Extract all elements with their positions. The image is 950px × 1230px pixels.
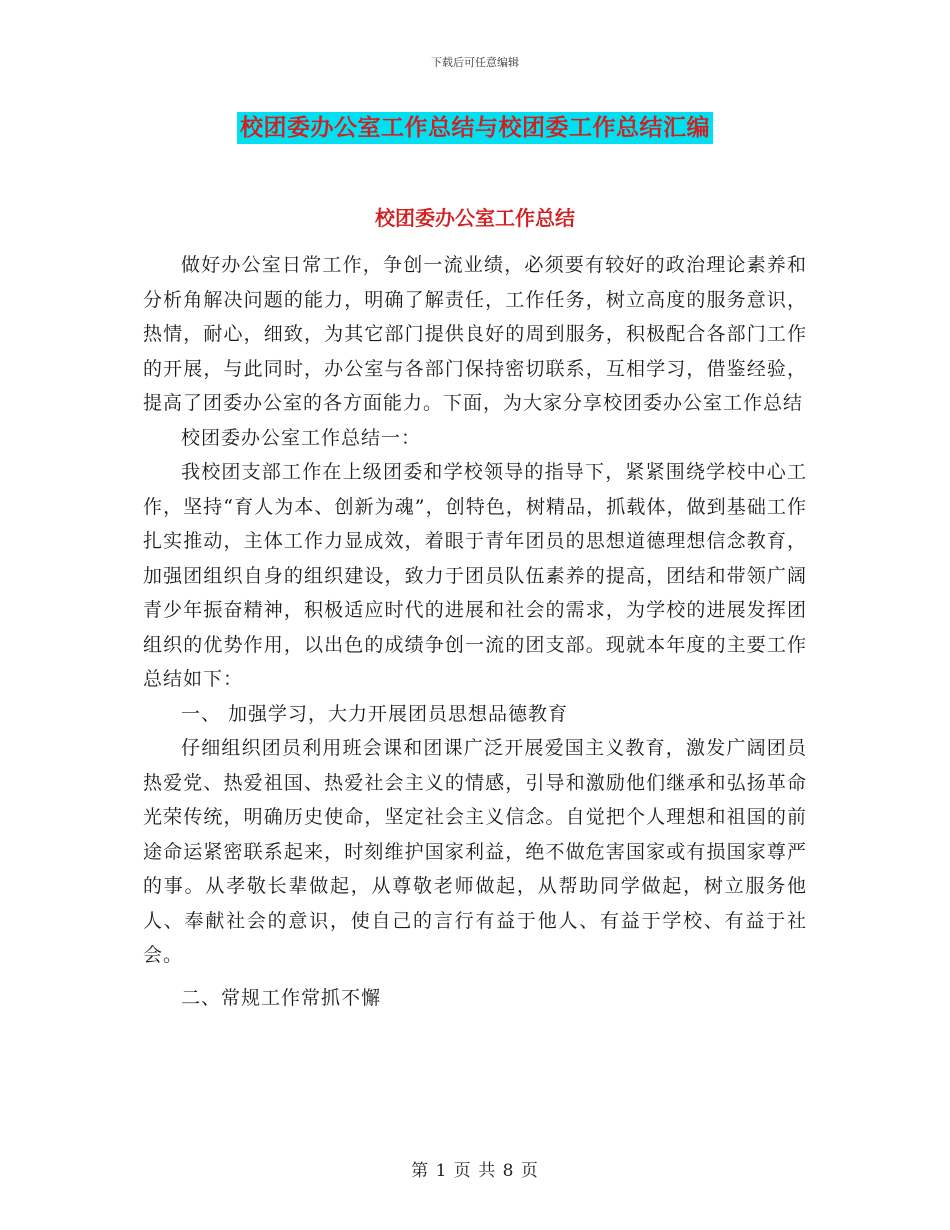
- document-title: 校团委办公室工作总结与校团委工作总结汇编: [237, 112, 713, 144]
- section-title: 校团委办公室工作总结: [375, 206, 575, 230]
- document-body: [143, 248, 807, 1015]
- page-number-footer: 第 1 页 共 8 页: [411, 1161, 539, 1181]
- header-note: 下载后可任意编辑: [431, 56, 519, 69]
- paragraph-section-one-heading: 一、 加强学习，大力开展团员思想品德教育: [181, 702, 569, 725]
- paragraph-section-one-body: 仔细组织团员利用班会课和团课广泛开展爱国主义教育，激发广阔团员热爱党、热爱祖国、热爱社会主义的情感，引导和激励他们继承和弘扬革命光荣传统，明确历史使命，坚定社会主义信念。自觉把个人理想和祖国的前途命运紧密联系起来，时刻维护国家利益，绝不做危害国家或有损国家尊严的事。从孝敬长辈做起，从尊敬老师做起，从帮助同学做起，树立服务他人、奉献社会的意识，使自己的言行有益于他人、有益于学校、有益于社会。: [143, 737, 807, 966]
- paragraph-intro: 做好办公室日常工作，争创一流业绩，必须要有较好的政治理论素养和分析角解决问题的能力，明确了解责任，工作任务，树立高度的服务意识，热情，耐心，细致，为其它部门提供良好的周到服务，积极配合各部门工作的开展，与此同时，办公室与各部门保持密切联系，互相学习，借鉴经验，提高了团委办公室的各方面能力。下面，为大家分享校团委办公室工作总结: [143, 254, 807, 414]
- paragraph-summary-one-heading: 校团委办公室工作总结一：: [181, 426, 422, 449]
- document-title-wrapper: [0, 112, 950, 144]
- paragraph-summary-one-body: 我校团支部工作在上级团委和学校领导的指导下，紧紧围绕学校中心工作，坚持“育人为本、创新为魂”，创特色，树精品，抓载体，做到基础工作扎实推动，主体工作力显成效，着眼于青年团员的思想道德理想信念教育，加强团组织自身的组织建设，致力于团员队伍素养的提高，团结和带领广阔青少年振奋精神，积极适应时代的进展和社会的需求，为学校的进展发挥团组织的优势作用，以出色的成绩争创一流的团支部。现就本年度的主要工作总结如下：: [143, 461, 807, 690]
- paragraph-section-two-heading: 二、常规工作常抓不懈: [181, 986, 382, 1009]
